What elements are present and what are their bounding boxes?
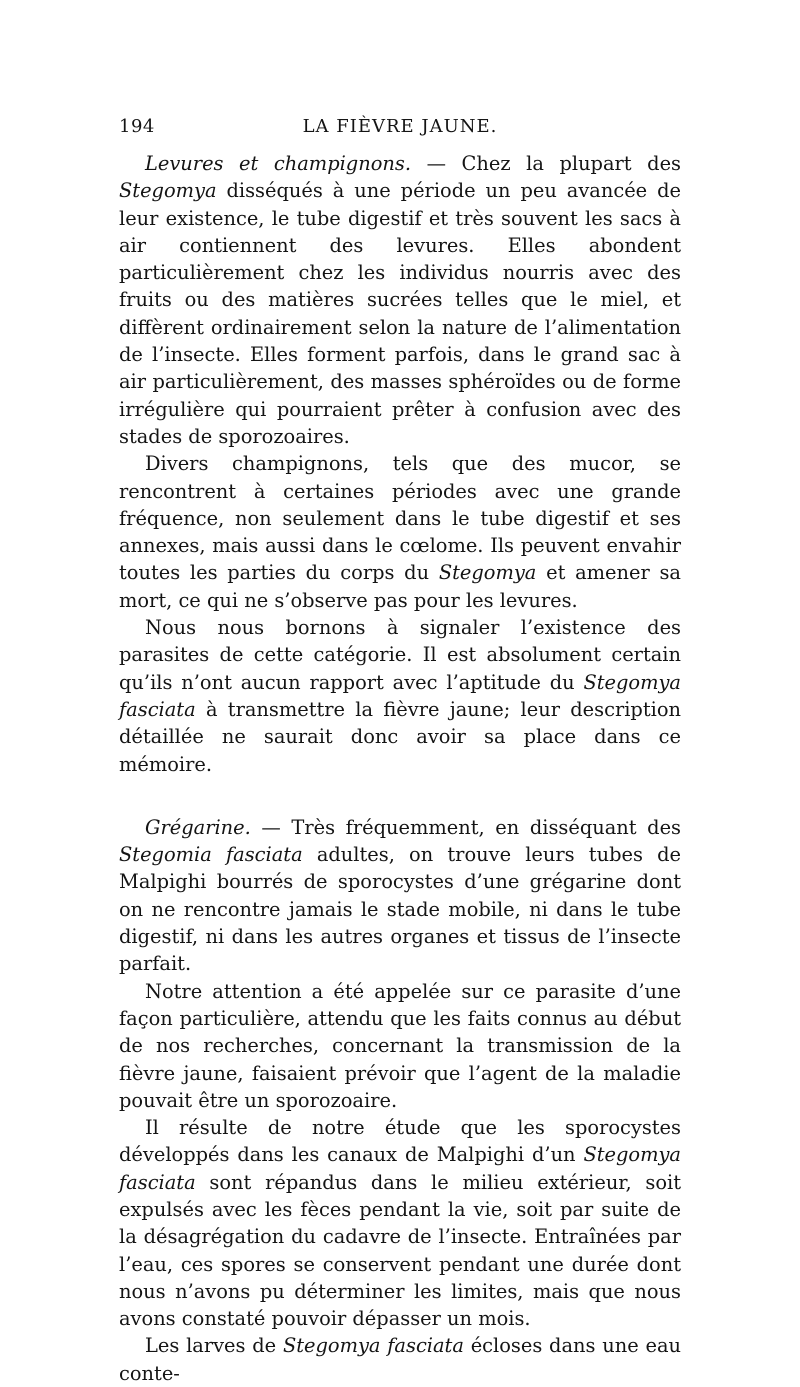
italic-term: Stegomya [438,561,537,585]
italic-term: Stegomya fasciata [119,670,681,721]
paragraph [119,1332,681,1387]
paragraph [119,1114,681,1332]
section-dash: — [411,152,462,175]
text-run: Nous nous bornons à signaler l’existence des parasites de cette catégorie. Il est absolument certain qu’ils n’ont aucun rapport avec l’aptitude du [119,616,681,694]
body-text [119,150,681,1387]
section-heading: Grégarine. [145,815,251,839]
section-dash: — [250,815,292,839]
italic-term: Stegomya fasciata [119,1143,681,1194]
page-header [119,112,681,146]
paragraph [119,978,681,1114]
section-gap [119,778,681,814]
text-run: adultes, on trouve leurs tubes de Malpighi bourrés de sporocystes d’une grégarine dont on ne rencontre jamais le stade mobile, ni dans le tube digestif, ni dans les autres organes et tissus de l’insecte parfait. [119,843,681,976]
italic-term: Stegomya fasciata [282,1334,464,1358]
running-title: LA FIÈVRE JAUNE. [302,116,498,137]
italic-term: Stegomia fasciata [119,843,303,867]
page-number: 194 [119,116,155,137]
text-run: Très fréquemment, en disséquant des [291,815,682,839]
paragraph [119,150,681,450]
text-run: Il résulte de notre étude que les sporocystes développés dans les canaux de Malpighi d’un [119,1116,681,1167]
book-page [119,112,681,1387]
paragraph [119,814,681,978]
text-run: disséqués à une période un peu avancée de leur existence, le tube digestif et très souvent les sacs à air contiennent des levures. Elles abondent particulièrement chez les individus nourris avec des fruits ou des matières sucrées telles que le miel, et diffèrent ordinairement selon la nature de l’alimentation de l’insecte. Elles forment parfois, dans le grand sac à air particulièrement, des masses sphéroïdes ou de forme irrégulière qui pourraient prêter à confusion avec des stades de sporozoaires. [119,179,681,448]
text-run: Divers champignons, tels que des mucor, se rencontrent à certaines périodes avec une grande fréquence, non seulement dans le tube digestif et ses annexes, mais aussi dans le cœlome. Ils peuvent envahir toutes les parties du corps du [119,452,681,585]
text-run: et amener sa mort, ce qui ne s’observe pas pour les levures. [119,561,681,612]
paragraph [119,450,681,614]
text-run: sont répandus dans le milieu extérieur, soit expulsés avec les fèces pendant la vie, soit par suite de la désagrégation du cadavre de l’insecte. Entraînées par l’eau, ces spores se conservent pendant une durée dont nous n’avons pu déterminer les limites, mais que nous avons constaté pouvoir dépasser un mois. [119,1170,681,1331]
text-run: Les larves de [145,1334,283,1358]
text-run: Chez la plupart des [461,152,681,175]
section-heading: Levures et champignons. [145,152,411,175]
italic-term: Stegomya [119,179,217,203]
paragraph [119,614,681,778]
text-run: Notre attention a été appelée sur ce parasite d’une façon particulière, attendu que les faits connus au début de nos recherches, concernant la transmission de la fièvre jaune, faisaient prévoir que l’agent de la maladie pouvait être un sporozoaire. [119,979,681,1112]
text-run: à transmettre la fièvre jaune; leur description détaillée ne saurait donc avoir sa place dans ce mémoire. [119,697,681,776]
text-run: écloses dans une eau conte- [119,1334,681,1385]
